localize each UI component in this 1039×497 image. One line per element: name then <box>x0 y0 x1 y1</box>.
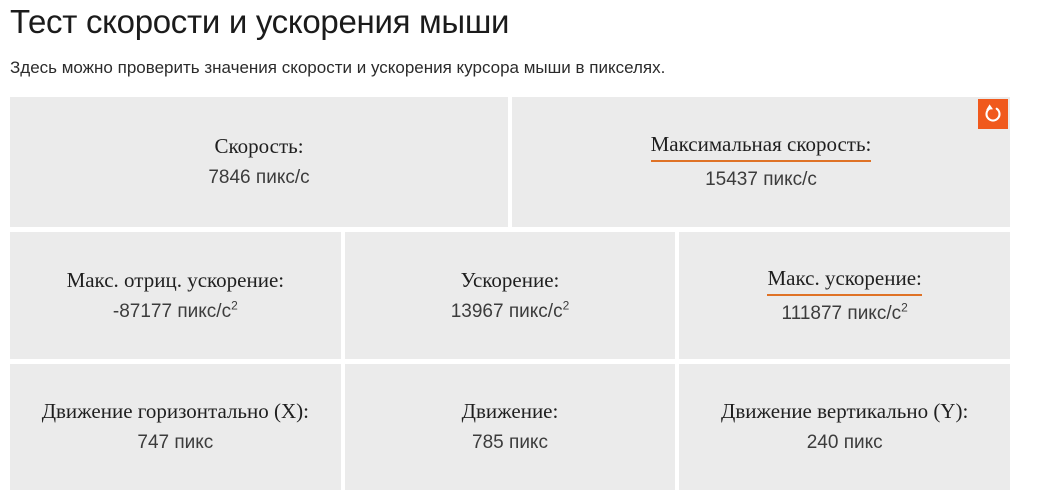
acceleration-value: 13967 пикс/$с^2$ <box>450 298 570 322</box>
cell-movement-y <box>679 364 1010 490</box>
mouse-stats-grid <box>10 97 1010 490</box>
max-speed-label-link[interactable]: Максимальная скорость: <box>651 130 872 162</box>
refresh-button[interactable] <box>978 99 1008 129</box>
movement-value: 785 пикс <box>472 432 548 453</box>
cell-max-speed <box>512 97 1010 227</box>
movement-x-label: Движение горизонтально (X): <box>41 399 309 423</box>
max-acceleration-value: 111877 пикс/$с^2$ <box>781 300 908 324</box>
acceleration-label: Ускорение: <box>460 267 560 292</box>
stats-row-speed <box>10 97 1010 227</box>
cell-max-acceleration <box>679 232 1010 359</box>
cell-acceleration <box>345 232 676 359</box>
max-speed-value: 15437 пикс/с <box>705 169 817 190</box>
speed-value: 7846 пикс/с <box>208 167 310 188</box>
refresh-icon <box>983 104 1003 124</box>
max-negative-acceleration-value: -87177 пикс/$с^2$ <box>112 298 238 322</box>
movement-label: Движение: <box>461 399 559 423</box>
page-subtitle: Здесь можно проверить значения скорости и ускорения курсора мыши в пикселях. <box>10 58 666 77</box>
cell-max-negative-acceleration <box>10 232 341 359</box>
stats-row-acceleration <box>10 232 1010 359</box>
stats-row-movement <box>10 364 1010 490</box>
speed-label: Скорость: <box>214 134 304 158</box>
max-acceleration-label-link[interactable]: Макс. ускорение: <box>767 264 921 296</box>
movement-y-label: Движение вертикально (Y): <box>721 399 969 423</box>
cell-speed <box>10 97 508 227</box>
movement-x-value: 747 пикс <box>137 432 214 453</box>
cell-movement-x <box>10 364 341 490</box>
cell-movement <box>345 364 676 490</box>
movement-y-value: 240 пикс <box>806 432 883 453</box>
max-negative-acceleration-label: Макс. отриц. ускорение: <box>66 267 285 292</box>
page-title: Тест скорости и ускорения мыши <box>10 3 510 40</box>
